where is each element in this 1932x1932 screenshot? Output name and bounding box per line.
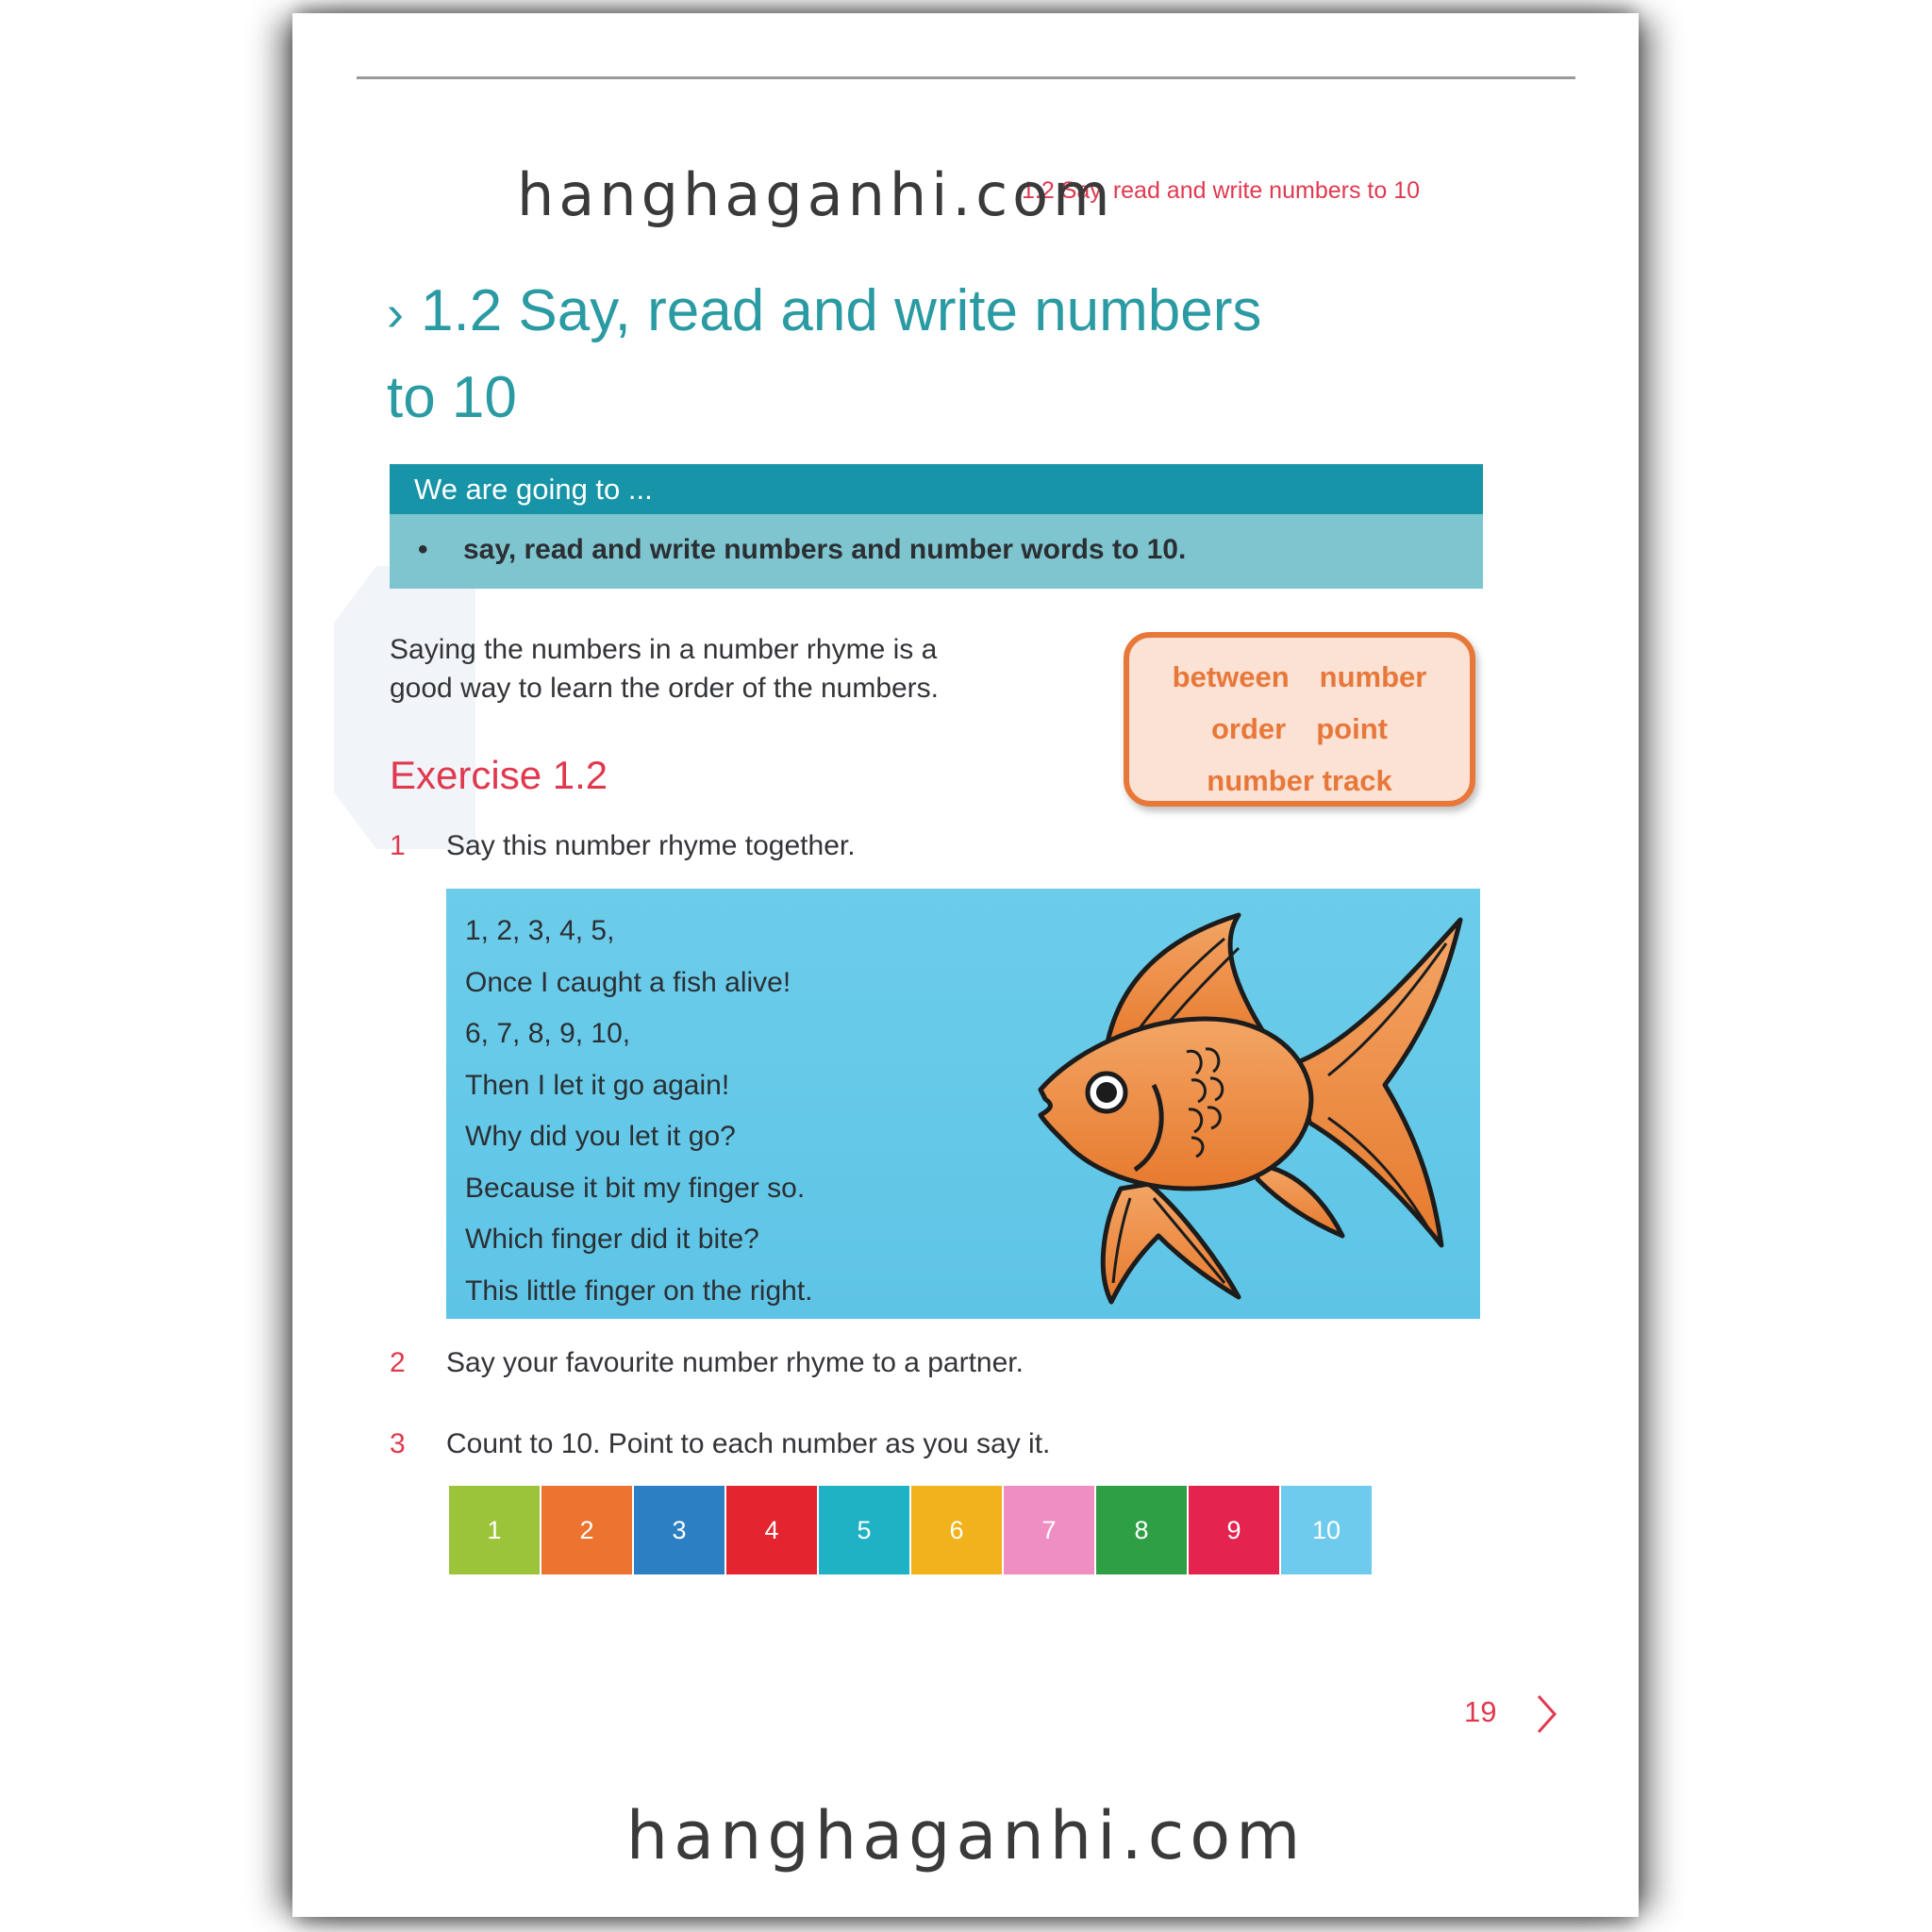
rhyme-line: This little finger on the right.: [465, 1274, 813, 1307]
learning-goals-box: [390, 464, 1483, 589]
rhyme-panel: [446, 889, 1480, 1319]
question-text: Count to 10. Point to each number as you say it.: [446, 1428, 1051, 1459]
track-cell-2: 2: [541, 1486, 632, 1574]
vocab-word: order: [1211, 712, 1287, 745]
track-cell-8: 8: [1096, 1486, 1187, 1574]
rhyme-line: 1, 2, 3, 4, 5,: [465, 915, 615, 946]
rhyme-line: Then I let it go again!: [465, 1069, 730, 1101]
track-cell-1: 1: [449, 1486, 540, 1574]
title-line-1: 1.2 Say, read and write numbers: [420, 278, 1262, 343]
rhyme-line: Because it bit my finger so.: [465, 1172, 806, 1204]
page-title: [387, 269, 1424, 441]
vocab-word: number track: [1207, 764, 1392, 797]
question-text: Say your favourite number rhyme to a partner.: [446, 1347, 1024, 1378]
vocab-word: point: [1316, 712, 1388, 745]
question-number: 1: [390, 830, 406, 861]
watermark-bottom: hanghaganhi.com: [625, 1797, 1307, 1874]
intro-line-2: good way to learn the order of the numbers.: [390, 673, 940, 704]
number-track: [449, 1486, 1374, 1574]
track-cell-7: 7: [1004, 1486, 1094, 1574]
chevron-right-icon: ›: [387, 285, 404, 341]
bullet-icon: •: [418, 534, 428, 565]
rhyme-line: Why did you let it go?: [465, 1121, 736, 1152]
watermark-top: hanghaganhi.com: [517, 160, 1115, 229]
track-cell-9: 9: [1189, 1486, 1279, 1574]
goldfish-icon: [1017, 896, 1489, 1311]
title-line-2: to 10: [387, 365, 517, 430]
rhyme-text: [465, 906, 813, 1317]
track-cell-10: 10: [1281, 1486, 1372, 1574]
goals-list: [390, 514, 1483, 589]
header-rule: [357, 76, 1575, 79]
goals-heading: We are going to ...: [390, 464, 1483, 514]
question-1: [390, 830, 856, 862]
track-cell-4: 4: [726, 1486, 817, 1574]
bleed-through-shape: [334, 566, 475, 849]
question-text: Say this number rhyme together.: [446, 830, 856, 861]
rhyme-line: Which finger did it bite?: [465, 1224, 759, 1255]
rhyme-line: Once I caught a fish alive!: [465, 966, 791, 998]
track-cell-6: 6: [911, 1486, 1002, 1574]
question-number: 3: [390, 1428, 406, 1459]
page-number: 19: [1464, 1695, 1497, 1728]
vocab-word: between: [1172, 660, 1290, 693]
running-head: 1.2 Say, read and write numbers to 10: [1022, 177, 1420, 204]
question-3: [390, 1428, 1050, 1460]
vocabulary-box: [1124, 632, 1475, 807]
track-cell-3: 3: [634, 1486, 724, 1574]
intro-line-1: Saying the numbers in a number rhyme is a: [390, 634, 938, 665]
rhyme-line: 6, 7, 8, 9, 10,: [465, 1018, 631, 1049]
vocab-word: number: [1319, 660, 1427, 693]
exercise-title: Exercise 1.2: [390, 753, 608, 797]
question-number: 2: [390, 1347, 406, 1378]
question-2: [390, 1347, 1024, 1379]
chevron-right-icon: [1536, 1693, 1558, 1735]
intro-paragraph: [390, 630, 1069, 708]
goal-item: say, read and write numbers and number words to 10.: [463, 534, 1187, 565]
track-cell-5: 5: [819, 1486, 909, 1574]
